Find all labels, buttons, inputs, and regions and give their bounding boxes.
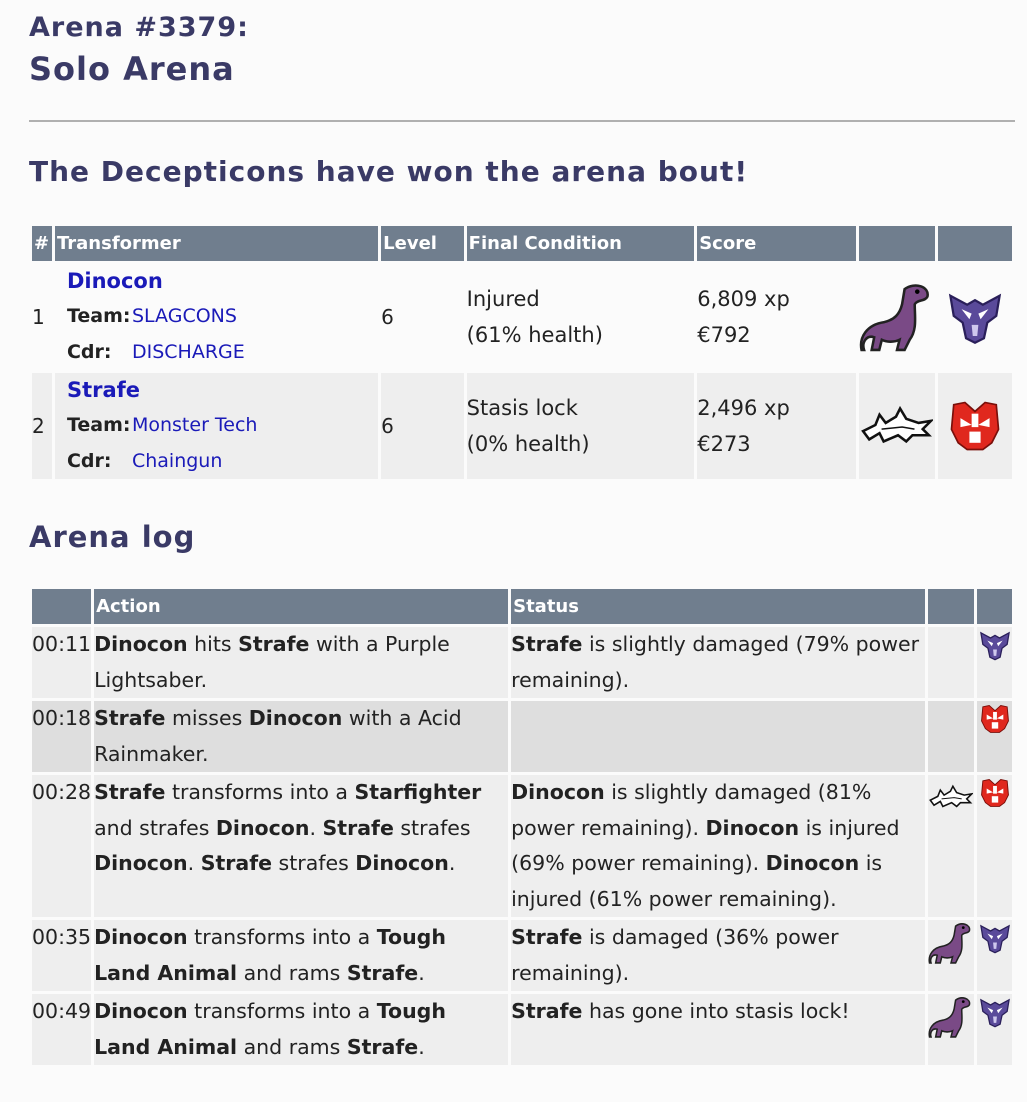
dinosaur-icon: [928, 994, 974, 1065]
arena-number-heading: Arena #3379:: [29, 12, 249, 43]
log-status: Strafe has gone into stasis lock!: [511, 994, 925, 1065]
col-status: Status: [511, 589, 925, 624]
col-log-altmode: [928, 589, 974, 624]
decepticon-icon: [977, 994, 1012, 1065]
col-log-faction: [977, 589, 1012, 624]
arena-type-heading: Solo Arena: [29, 50, 235, 88]
decepticon-icon: [977, 627, 1012, 698]
results-header-row: [32, 226, 1012, 261]
log-action: Strafe transforms into a Starfighter and strafes Dinocon. Strafe strafes Dinocon. Strafe strafes Dinocon.: [94, 775, 508, 917]
results-row: [32, 373, 1012, 479]
decepticon-icon: [938, 264, 1012, 370]
log-status: [511, 701, 925, 772]
commander-link[interactable]: Chaingun: [131, 450, 223, 472]
transformer-cell: [55, 264, 378, 370]
log-action: Strafe misses Dinocon with a Acid Rainmaker.: [94, 701, 508, 772]
results-row: [32, 264, 1012, 370]
commander-link[interactable]: DISCHARGE: [131, 341, 245, 363]
log-entry-row: [32, 920, 1012, 991]
commander-line: Cdr: Chaingun: [66, 450, 223, 472]
col-action: Action: [94, 589, 508, 624]
level-cell: 6: [381, 373, 464, 479]
col-faction: [938, 226, 1012, 261]
final-condition-cell: Stasis lock (0% health): [467, 373, 695, 479]
autobot-icon: [938, 373, 1012, 479]
starfighter-icon: [859, 373, 935, 479]
final-condition-cell: Injured (61% health): [467, 264, 695, 370]
log-time: 00:49: [32, 994, 91, 1065]
col-altmode: [859, 226, 935, 261]
transformer-cell: [55, 373, 378, 479]
col-rank: #: [32, 226, 52, 261]
col-final-condition: Final Condition: [467, 226, 695, 261]
autobot-icon: [977, 775, 1012, 917]
commander-line: Cdr: DISCHARGE: [66, 341, 245, 363]
log-status: Strafe is slightly damaged (79% power remaining).: [511, 627, 925, 698]
col-level: Level: [381, 226, 464, 261]
log-heading: Arena log: [29, 520, 196, 554]
log-entry-row: [32, 994, 1012, 1065]
score-cell: 6,809 xp €792: [697, 264, 856, 370]
col-time: [32, 589, 91, 624]
log-status: Strafe is damaged (36% power remaining).: [511, 920, 925, 991]
empty-icon-cell: [928, 627, 974, 698]
team-line: Team:SLAGCONS: [66, 305, 237, 327]
level-cell: 6: [381, 264, 464, 370]
log-action: Dinocon transforms into a Tough Land Animal and rams Strafe.: [94, 920, 508, 991]
decepticon-icon: [977, 920, 1012, 991]
score-cell: 2,496 xp €273: [697, 373, 856, 479]
dinosaur-icon: [928, 920, 974, 991]
log-time: 00:18: [32, 701, 91, 772]
col-transformer: Transformer: [55, 226, 378, 261]
dinosaur-icon: [859, 264, 935, 370]
log-entry-row: [32, 627, 1012, 698]
team-link[interactable]: Monster Tech: [131, 414, 258, 436]
log-time: 00:11: [32, 627, 91, 698]
rank-cell: 2: [32, 373, 52, 479]
team-link[interactable]: SLAGCONS: [131, 305, 237, 327]
rank-cell: 1: [32, 264, 52, 370]
transformer-name-link[interactable]: Dinocon: [66, 269, 163, 293]
divider: [29, 120, 1015, 122]
log-header-row: [32, 589, 1012, 624]
log-entry-row: [32, 775, 1012, 917]
transformer-name-link[interactable]: Strafe: [66, 378, 141, 402]
results-table: [29, 223, 1015, 482]
log-action: Dinocon transforms into a Tough Land Animal and rams Strafe.: [94, 994, 508, 1065]
log-status: Dinocon is slightly damaged (81% power remaining). Dinocon is injured (69% power remaining). Dinocon is injured (61% power remaining).: [511, 775, 925, 917]
log-time: 00:35: [32, 920, 91, 991]
starfighter-icon: [928, 775, 974, 917]
log-table: [29, 586, 1015, 1068]
empty-icon-cell: [928, 701, 974, 772]
result-heading: The Decepticons have won the arena bout!: [29, 155, 749, 188]
team-line: Team:Monster Tech: [66, 414, 258, 436]
autobot-icon: [977, 701, 1012, 772]
log-entry-row: [32, 701, 1012, 772]
log-action: Dinocon hits Strafe with a Purple Lightsaber.: [94, 627, 508, 698]
log-time: 00:28: [32, 775, 91, 917]
col-score: Score: [697, 226, 856, 261]
